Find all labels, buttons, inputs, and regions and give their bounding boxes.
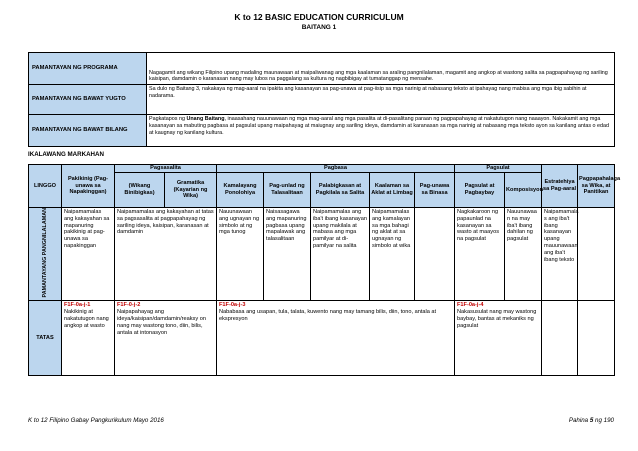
competency-code: F1F-0-j-2 [117, 302, 141, 309]
standard-label: PAMANTAYAN NG PROGRAMA [29, 53, 147, 85]
curriculum-table [28, 164, 621, 376]
linggo-header: LINGGO [29, 165, 62, 208]
pamantayan-row [29, 208, 615, 301]
standard-text: Sa dulo ng Baitang 3, nakakaya ng mag-aaral na ipakita ang kasanayan sa pag-unawa at pag-iisip sa mga narinig at nabasang teksto at ipahayag nang mabisa ang mga ibig sabihin at nadarama. [147, 85, 615, 115]
pamantayan-cell: Naipamamalas ang iba't ibang kasanayan upang makilala at mabasa ang mga pamilyar at di-pamilyar na salita [311, 208, 370, 301]
column-header: Kaalaman sa Aklat at Limbag [370, 173, 415, 208]
column-header: Pakikinig (Pag-unawa sa Napakinggan) [62, 165, 115, 208]
tatas-cell [217, 301, 455, 376]
tatas-row [29, 301, 615, 376]
competency-text: Naipapahayag ang ideya/kaisipan/damdamin/reaksy on nang may wastong tono, diin, bilis, antala at intonasyon [117, 309, 206, 336]
tatas-cell [62, 301, 115, 376]
page-separator: ng [595, 417, 602, 424]
column-header: Pag-unlad ng Talasalitaan [264, 173, 311, 208]
competency-code: F1F-0a-j-4 [457, 302, 484, 309]
document-subtitle: BAITANG 1 [301, 24, 337, 31]
standard-text-after: , inaasahang nauunawaan ng mga mag-aaral ang mga pasalita at di-pasalitang paraan ng pagpapahayag at nakatutugon nang naaayon. Nakakamit ang mga kasanayan sa mabuting pagbasa at pagsulat upang maipahayag at maiugnay ang sariling ideya, damdamin at karanasan sa mga narinig at nabasang mga teksto ayon sa kanilang antas o edad at kaugnay ng kanilang kultura. [149, 116, 610, 136]
standard-label: PAMANTAYAN NG BAWAT BILANG [29, 115, 147, 147]
standard-text: Nagagamit ang wikang Filipino upang madaling maunawaan at maipaliwanag ang mga kaalaman sa araling pangnilalaman, magamit ang angkop at wastong salita sa pagpapahayag ng sariling kaisipan, damdamin o karanasan nang may lubos na paggalang sa kultura ng nagbibigay at tumatanggap ng mensahe. [147, 53, 615, 85]
competency-code: F1F-0a-j-1 [64, 302, 91, 309]
standards-table [28, 52, 615, 147]
standard-text-before: Pagkatapos ng [149, 116, 187, 122]
standard-row-bilang [29, 115, 615, 147]
group-header-pagbasa: Pagbasa [217, 165, 455, 173]
column-header-row [29, 173, 615, 208]
competency-text: Nababasa ang usapan, tula, talata, kuwento nang may tamang bilis, diin, tono, antala at ekspresyon [219, 309, 437, 322]
column-header: Palabigkasan at Pagkilala sa Salita [311, 173, 370, 208]
page-total: 190 [603, 417, 614, 424]
competency-code: F1F-0a-j-3 [219, 302, 246, 309]
document-title: K to 12 BASIC EDUCATION CURRICULUM [234, 12, 404, 22]
pamantayan-cell: Naipamamala s ang iba't ibang kasanayan upang mauunawaan ang iba't ibang teksto [542, 208, 578, 301]
pamantayan-cell: Naipamamalas ang kamalayan sa mga bahagi ng aklat at sa ugnayan ng simbolo at wika [370, 208, 415, 301]
pamantayan-row-header [29, 208, 62, 301]
pamantayan-cell [578, 208, 615, 301]
standard-text-bold: Unang Baitang [186, 116, 225, 122]
group-header-pagsasalita: Pagsasalita [115, 165, 217, 173]
pamantayan-cell: Nauunawaan ang ugnayan ng simbolo at ng mga tunog [217, 208, 264, 301]
tatas-cell-empty [542, 301, 578, 376]
standard-row-programa [29, 53, 615, 85]
standard-text [147, 115, 615, 147]
standard-label: PAMANTAYAN NG BAWAT YUGTO [29, 85, 147, 115]
column-header: Pag-unawa sa Binasa [415, 173, 455, 208]
pamantayan-cell: Naipamamalas ang kakayahan at tatas sa pagsasalita at pagpapahayag ng sariling ideya, kaisipan, karanasan at damdamin [115, 208, 217, 301]
column-header: Pagpapahalaga sa Wika, at Panitikan [578, 165, 615, 208]
pamantayan-cell: Naipamamalas ang kakayahan sa mapanuring pakikinig at pag-unawa sa napakinggan [62, 208, 115, 301]
tatas-cell [455, 301, 542, 376]
page-current: 5 [589, 417, 594, 424]
competency-text: Nakasusulat nang may wastong baybay, bantas at mekaniks ng pagsulat [457, 309, 537, 329]
tatas-cell-empty [578, 301, 615, 376]
pamantayan-label: PAMANTAYANG PANGNILALAMAN [41, 208, 48, 298]
pamantayan-cell: Naisasagawa ang mapanuring pagbasa upang mapalawak ang talasalitaan [264, 208, 311, 301]
tatas-cell [115, 301, 217, 376]
column-header: (Wikang Binibigkas) [115, 173, 165, 208]
column-header: Kamalayang Ponolohiya [217, 173, 264, 208]
footer-page-number [569, 417, 614, 424]
tatas-label: TATAS [29, 301, 62, 376]
pamantayan-cell: Nauunawaa n na may iba't ibang dahilan ng pagsulat [505, 208, 542, 301]
column-header: Pagsulat at Pagbaybay [455, 173, 505, 208]
column-header: Estratehiya sa Pag-aaral [542, 165, 578, 208]
group-header-pagsulat: Pagsulat [455, 165, 542, 173]
column-header: Gramatika (Kayarian ng Wika) [165, 173, 217, 208]
page-prefix: Pahina [568, 417, 589, 424]
competency-text: Nakikinig at nakatutugon nang angkop at wasto [64, 309, 109, 329]
pamantayan-cell [415, 208, 455, 301]
standard-row-yugto [29, 85, 615, 115]
group-header-row [29, 165, 615, 173]
footer-document-name: K to 12 Filipino Gabay Pangkurikulum Mayo 2016 [28, 417, 164, 424]
column-header: Komposisyon [505, 173, 542, 208]
section-heading: IKALAWANG MARKAHAN [28, 151, 104, 158]
pamantayan-cell: Nagkakaroon ng papaunlad na kasanayan sa wasto at maayos na pagsulat [455, 208, 505, 301]
